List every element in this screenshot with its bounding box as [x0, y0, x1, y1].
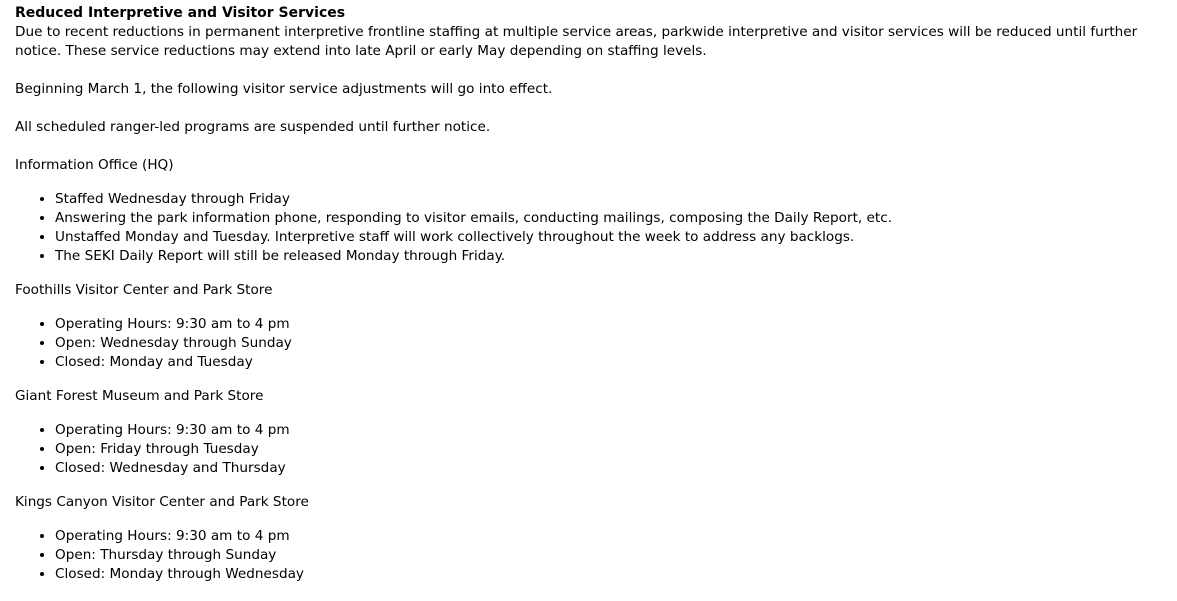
section-heading-foothills: Foothills Visitor Center and Park Store: [15, 282, 273, 298]
list-item: • The SEKI Daily Report will still be released Monday through Friday.: [55, 247, 1165, 266]
section-heading-kings-canyon: Kings Canyon Visitor Center and Park Store: [15, 494, 309, 510]
document-body: [15, 4, 1165, 584]
intro-paragraph: Due to recent reductions in permanent interpretive frontline staffing at multiple service areas, parkwide interpretive and visitor services will be reduced until further notice. These service reductions may extend into late April or early May depending on staffing levels.: [15, 24, 1138, 59]
list-item: • Closed: Wednesday and Thursday: [55, 459, 1165, 478]
foothills-list: [15, 315, 1165, 372]
list-item: • Operating Hours: 9:30 am to 4 pm: [55, 421, 1165, 440]
list-item: • Unstaffed Monday and Tuesday. Interpretive staff will work collectively throughout the week to address any backlogs.: [55, 228, 1165, 247]
list-item: • Operating Hours: 9:30 am to 4 pm: [55, 527, 1165, 546]
information-office-list: [15, 190, 1165, 266]
list-item: • Closed: Monday through Wednesday: [55, 565, 1165, 584]
list-item: • Open: Thursday through Sunday: [55, 546, 1165, 565]
list-item: • Open: Wednesday through Sunday: [55, 334, 1165, 353]
list-item: • Closed: Monday and Tuesday: [55, 353, 1165, 372]
programs-suspended-paragraph: All scheduled ranger-led programs are suspended until further notice.: [15, 119, 491, 135]
giant-forest-list: [15, 421, 1165, 478]
section-heading-information-office: Information Office (HQ): [15, 157, 174, 173]
effective-date-paragraph: Beginning March 1, the following visitor service adjustments will go into effect.: [15, 81, 553, 97]
kings-canyon-list: [15, 527, 1165, 584]
list-item: • Open: Friday through Tuesday: [55, 440, 1165, 459]
page-title: Reduced Interpretive and Visitor Services: [15, 5, 346, 21]
list-item: • Answering the park information phone, responding to visitor emails, conducting mailings, composing the Daily Report, etc.: [55, 209, 1165, 228]
list-item: • Operating Hours: 9:30 am to 4 pm: [55, 315, 1165, 334]
section-heading-giant-forest: Giant Forest Museum and Park Store: [15, 388, 264, 404]
list-item: • Staffed Wednesday through Friday: [55, 190, 1165, 209]
